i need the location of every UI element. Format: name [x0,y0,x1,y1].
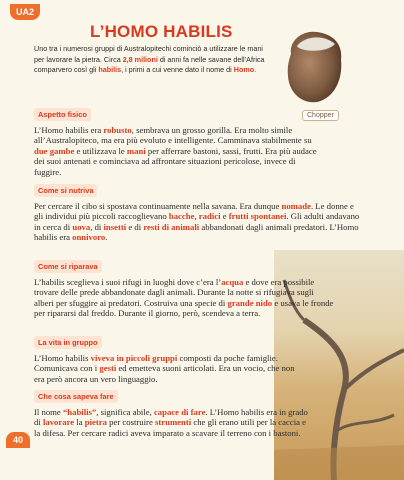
section-la-vita-in-gruppo [34,332,304,384]
body-text: e dove era possibile trovare delle prede abbandonate dagli animali. Durante la notte si rifugiava sugli alberi per sfuggire ai predatori. Costruiva una specie di [34,277,315,308]
body-text: e di [126,221,144,232]
highlighted-term: gesti [99,363,117,374]
body-text: e usava le fronde per ripararsi dal freddo. Durante il giorno, però, scendeva a terra. [34,297,334,319]
section-body [34,201,364,243]
section-heading: Aspetto fisico [34,108,91,121]
body-text: L’habilis sceglieva i suoi rifugi in luoghi dove c’era l’ [34,277,222,287]
intro-paragraph: Uno tra i numerosi gruppi di Australopitechi cominciò a utilizzare le mani per lavorare la pietra. Circa 2,8 milioni di anni fa nelle savane dell’Africa comparvero così gli habilis, i primi a cui venne dato il nome di Homo. [34,44,265,75]
body-text: , di [90,221,104,232]
highlighted-term: uova [72,221,91,232]
highlighted-term: radici [198,211,221,222]
highlighted-term: acqua [221,277,244,287]
section-come-si-riparava [34,256,334,319]
body-text: abbandonati dagli animali predatori. L’Homo habilis era [34,221,359,243]
body-text: L’Homo habilis [34,353,91,363]
section-body [34,277,334,319]
body-text: e utilizzava le [74,145,127,156]
section-che-cosa-sapeva-fare [34,386,309,438]
highlighted-term: pietra [84,417,107,428]
body-text: , sembrava un grosso gorilla. Era molto simile all’Australopiteco, ma era più evoluto e intelligente. Camminava stabilmente su [34,125,312,146]
highlighted-term: capace di fare [153,407,206,417]
page-title: L’HOMO HABILIS [90,22,233,41]
body-text: , [194,211,199,222]
body-text: . L’Homo habilis era in grado di [34,407,308,428]
chopper-stone-image [283,26,347,106]
page-number: 40 [6,432,30,448]
section-body [34,407,309,438]
body-text: L’Homo habilis era [34,125,104,135]
highlighted-term: viveva in piccoli gruppi [90,353,178,363]
section-body [34,125,324,177]
section-heading: Come si riparava [34,260,102,273]
highlighted-term: frutti spontanei [228,211,287,222]
highlighted-term: resti di animali [143,221,200,232]
body-text: ed emetteva suoni articolati. Era un vocio, che non era però ancora un vero linguaggio. [34,363,295,384]
highlighted-term: robusto [103,125,132,135]
highlighted-term: strumenti [154,417,192,428]
highlighted-term: bacche [168,211,195,222]
section-heading: Che cosa sapeva fare [34,390,118,403]
body-text: la [74,417,85,428]
highlighted-term: due gambe [34,145,75,156]
body-text: . [105,232,108,243]
body-text: e [220,211,229,222]
body-text: , significa abile, [96,407,154,417]
body-text: per costruire [106,417,155,428]
section-aspetto-fisico [34,104,324,177]
unit-badge: UA2 [10,4,40,20]
section-come-si-nutriva [34,180,364,243]
highlighted-term: “habilis” [62,407,97,417]
highlighted-term: onnivoro [72,232,106,243]
body-text: che gli erano utili per la caccia e la difesa. Per cercare radici aveva imparato a scavare il terreno con i bastoni. [34,417,306,438]
section-heading: La vita in gruppo [34,336,102,349]
highlighted-term: lavorare [42,417,75,428]
highlighted-term: mani [126,145,146,156]
section-heading: Come si nutriva [34,184,97,197]
highlighted-term: grande nido [227,297,273,308]
body-text: Il nome [34,407,63,417]
body-text: . Le donne e gli individui più piccoli raccoglievano [34,201,354,222]
section-body [34,353,304,384]
chopper-label: Chopper [302,110,339,121]
body-text: per afferrare bastoni, sassi, frutti. Era più audace dei suoi antenati e cominciava ad affrontare situazioni pericolose, invece di fuggire. [34,145,317,177]
body-text: composti da poche famiglie. Comunicava con i [34,353,278,374]
highlighted-term: nomade [281,201,311,211]
body-text: . Gli adulti andavano in cerca di [34,211,360,232]
highlighted-term: insetti [103,221,127,232]
body-text: Per cercare il cibo si spostava continuamente nella savana. Era dunque [34,201,282,211]
